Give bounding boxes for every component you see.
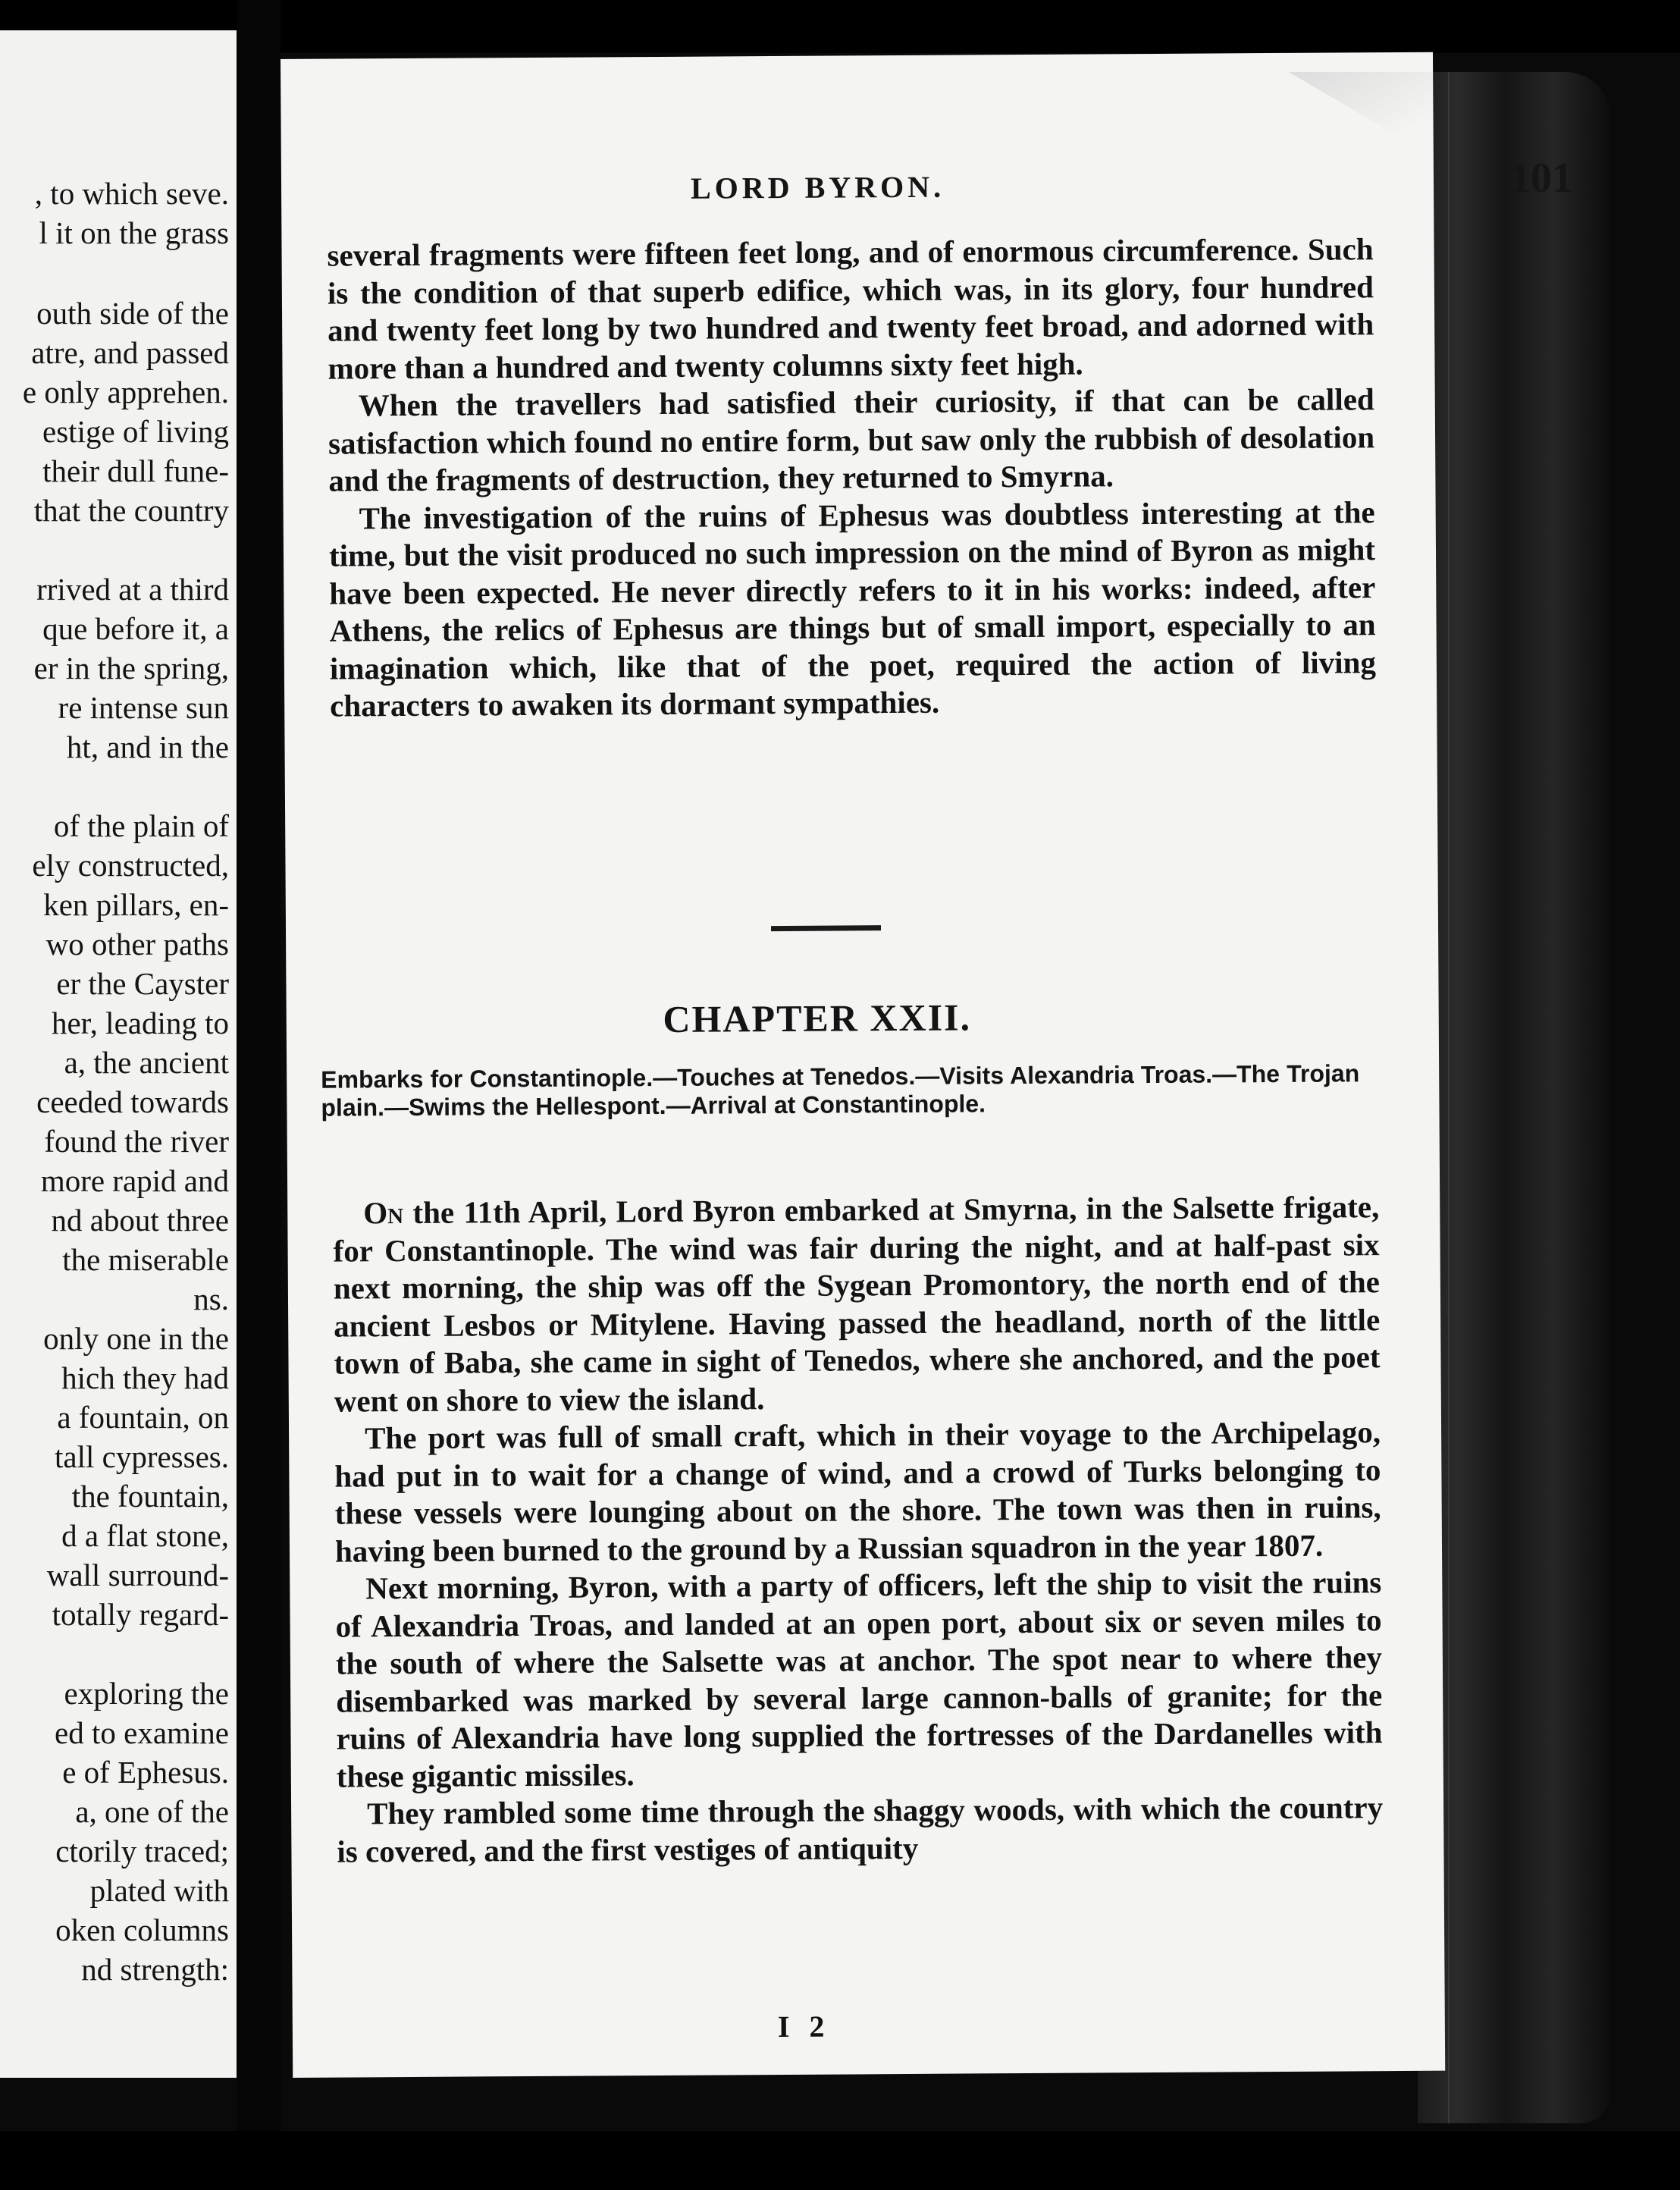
left-page-line: e only apprehen. [22,375,229,409]
paragraph: The investigation of the ruins of Ephesus was doubtless interesting at the time, but the visit produced no such impression on the mind of Byron as might have been expected. He never directly refers to it in his works: indeed, after Athens, the relics of Ephesus are things but of small import, especially to an imagination which, like that of the poet, required the action of living characters to awaken its dormant sympathies. [328,494,1377,723]
scan-border-bottom [0,2131,1680,2190]
left-page-line: estige of living [42,414,229,449]
left-page-line: ctorily traced; [55,1834,229,1868]
book-gutter [237,0,281,2190]
left-page-line: ht, and in the [66,729,229,764]
left-page-line: a fountain, on [57,1400,229,1435]
left-page-line: ed to examine [55,1715,229,1750]
left-page-line: plated with [89,1873,229,1908]
left-page-line: that the country [33,493,229,528]
left-page-line: ns. [193,1282,229,1316]
left-page-line: atre, and passed [31,335,229,370]
signature-mark: I 2 [777,2009,831,2044]
left-page-line: d a flat stone, [61,1518,229,1553]
book-page-edges [1418,72,1611,2123]
opening-text: the 11th April, Lord Byron embarked at Smyrna, in the Salsette frigate, for Constantinople. The wind was fair during the night, and at half-past six next morning, the ship was off the Sygean Promontory, the north end of the ancient Lesbos or Mitylene. Having passed the headland, north of the little town of Baba, she came in sight of Tenedos, where she anchored, and the poet went on shore to view the island. [333,1189,1381,1419]
paragraph: They rambled some time through the shaggy woods, with which the country is covered, and the first vestiges of antiquity [337,1790,1384,1869]
paragraph: several fragments were fifteen feet long, and of enormous circumference. Such is the condition of that superb edifice, which was, in its glory, four hundred and twenty feet long by two hundred and twenty feet broad, and adorned with more than a hundred and twenty columns sixty feet high. [327,231,1374,386]
body-text-top [327,231,1376,725]
paragraph: The port was full of small craft, which in their voyage to the Archipelago, had put in to wait for a change of wind, and a crowd of Turks belonging to these vessels were lounging about on the shore. The town was then in ruins, having been burned to the ground by a Russian squadron in the year 1807. [334,1414,1381,1569]
left-page-line: er the Cayster [56,966,229,1001]
left-page-line: exploring the [64,1676,229,1711]
left-page-line: , to which seve. [34,176,229,211]
left-page-line: their dull fune- [42,453,229,488]
left-page-line: rrived at a third [36,572,229,607]
left-page-line: outh side of the [36,296,229,331]
left-page-line: of the plain of [53,808,229,843]
left-page-line: tall cypresses. [55,1439,229,1474]
paragraph: Next morning, Byron, with a party of officers, left the ship to visit the ruins of Alexandria Troas, and landed at an open port, about six or seven miles to the south of where the Salsette was at anchor. The spot near to where they disembarked was marked by several large cannon-balls of granite; for the ruins of Alexandria have long supplied the fortresses of the Dardanelles with these gigantic missiles. [335,1564,1383,1794]
left-page-line: nd about three [51,1203,229,1238]
left-page-line: re intense sun [58,690,229,725]
left-page-line: ceeded towards [36,1084,229,1119]
left-page-line: hich they had [61,1360,229,1395]
left-page-line: l it on the grass [39,215,229,250]
left-page-line: oken columns [55,1912,229,1947]
left-page-line: her, leading to [51,1006,229,1040]
left-page-line: more rapid and [40,1163,229,1198]
chapter-synopsis: Embarks for Constantinople.—Touches at Tenedos.—Visits Alexandria Troas.—The Trojan plain.—Swims the Hellespont.—Arrival at Constantinople. [321,1059,1360,1122]
section-divider-rule [771,925,881,931]
left-page-line: the miserable [62,1242,229,1277]
left-page-line: totally regard- [52,1597,229,1632]
left-page-line: ken pillars, en- [43,887,229,922]
opening-word: On [363,1195,404,1231]
running-head: LORD BYRON. [690,169,945,206]
page-number: 101 [1509,154,1574,202]
left-page-line: e of Ephesus. [62,1755,229,1790]
paragraph: When the travellers had satisfied their curiosity, if that can be called satisfaction which found no entire form, but saw only the rubbish of desolation and the fragments of destruction, they returned to Smyrna. [328,381,1375,498]
left-page-line: found the river [44,1124,229,1159]
chapter-title: CHAPTER XXII. [663,996,972,1040]
left-page-line: ely constructed, [32,848,229,883]
left-page-line: er in the spring, [33,651,229,686]
left-page-line: wo other paths [45,927,229,962]
left-page-line: the fountain, [71,1479,229,1514]
paragraph-opening [333,1188,1381,1420]
left-page-line: nd strength: [81,1952,229,1987]
left-facing-page [0,30,237,2078]
left-page-line: wall surround- [46,1558,229,1592]
left-page-line: a, the ancient [64,1045,229,1080]
left-page-line: que before it, a [42,611,229,646]
body-text-chapter [333,1188,1383,1870]
right-page [281,52,1574,2078]
left-page-line: a, one of the [75,1794,229,1829]
left-page-line: only one in the [43,1321,229,1356]
